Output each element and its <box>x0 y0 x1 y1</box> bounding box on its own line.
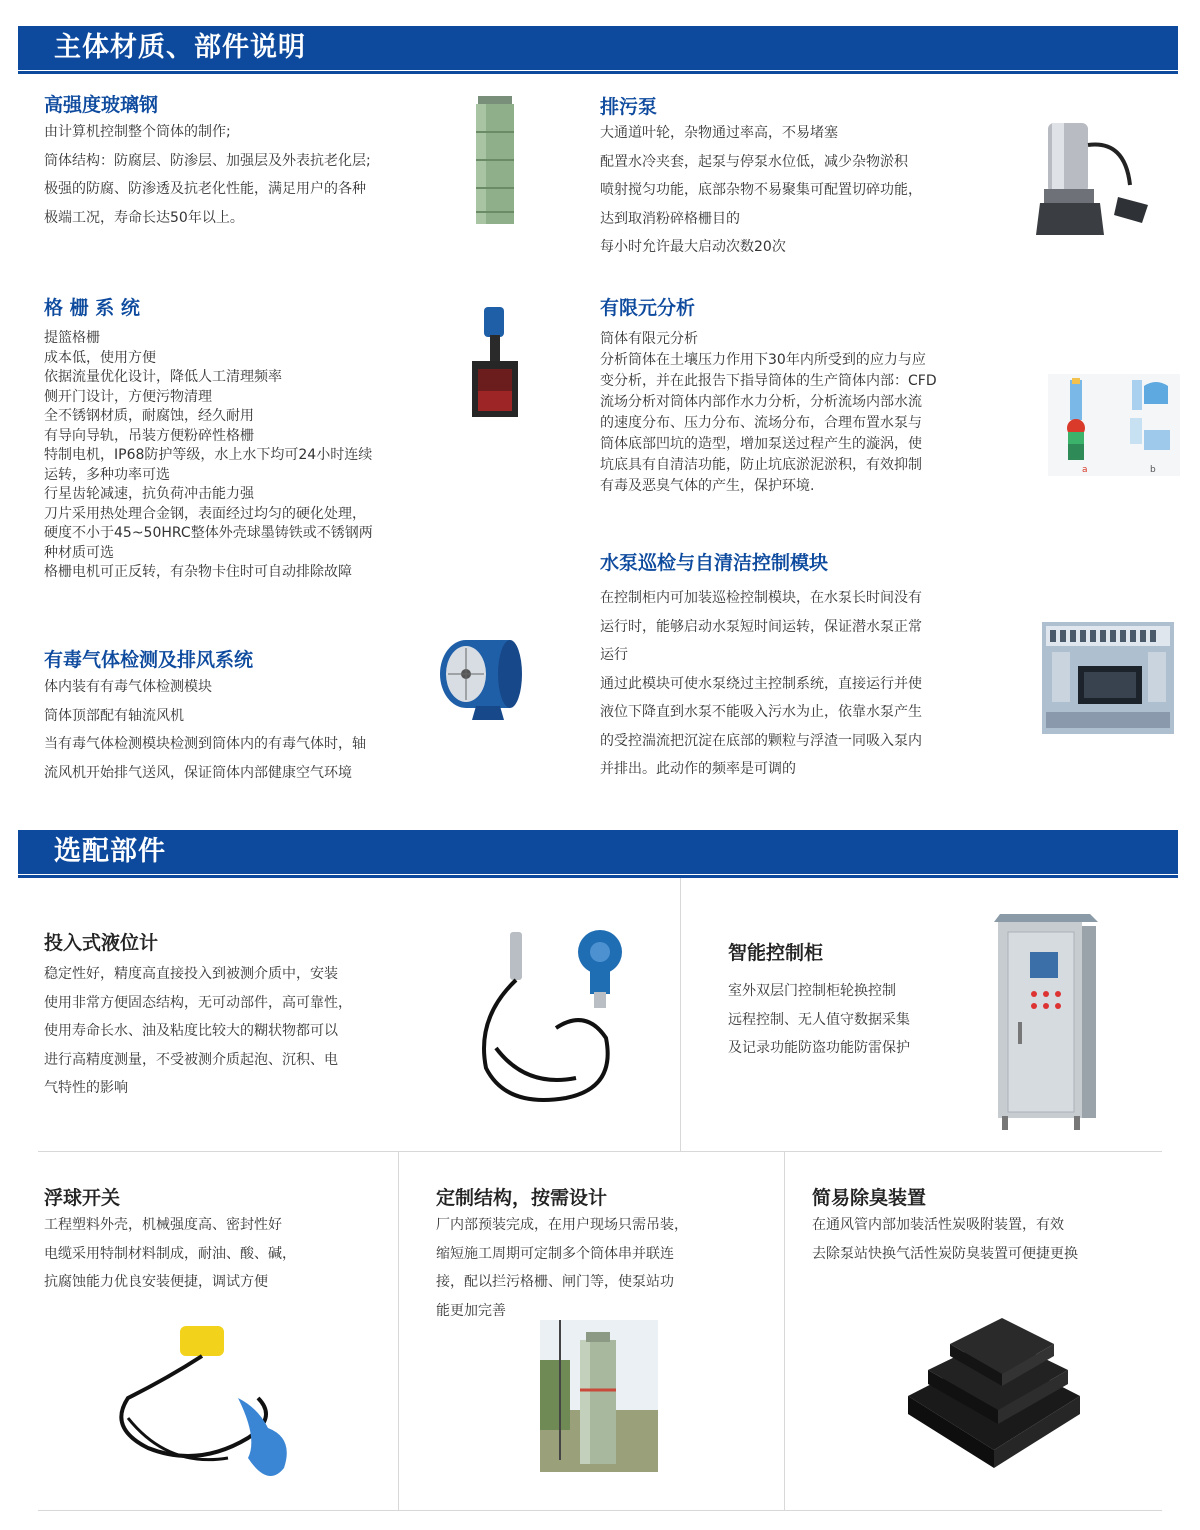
level-line: 使用非常方便固态结构，无可动部件，高可靠性， <box>44 994 352 1011</box>
grille-line: 硬度不小于45~50HRC整体外壳球墨铸铁或不锈钢两 <box>44 525 373 541</box>
fea-line: 分析筒体在土壤压力作用下30年内所受到的应力与应 <box>600 352 926 368</box>
section-title-deodorizer: 简易除臭装置 <box>812 1187 927 1209</box>
pump-line: 达到取消粉碎格栅目的 <box>600 210 740 227</box>
grille-line: 依据流量优化设计，降低人工清理频率 <box>44 369 282 385</box>
patrol-line: 运行 <box>600 647 628 663</box>
grille-line: 特制电机，IP68防护等级，水上水下均可24小时连续 <box>44 447 373 463</box>
fea-line: 有毒及恶臭气体的产生，保护环境. <box>600 478 815 494</box>
gas-line: 流风机开始排气送风，保证筒体内部健康空气环境 <box>44 764 352 781</box>
fea-line: 坑底具有自清洁功能，防止坑底淤泥淤积，有效抑制 <box>600 457 922 473</box>
section-title-custom-structure: 定制结构，按需设计 <box>436 1187 608 1209</box>
grille-line: 行星齿轮减速，抗负荷冲击能力强 <box>44 486 254 502</box>
grille-line: 运转，多种功率可选 <box>44 466 170 483</box>
grid-divider-vertical-top <box>680 878 681 1151</box>
grid-divider-horizontal-bottom <box>38 1510 1162 1511</box>
section-title-fea: 有限元分析 <box>600 297 696 319</box>
patrol-line: 运行时，能够启动水泵短时间运转，保证潜水泵正常 <box>600 618 922 635</box>
section-header-main-materials: 主体材质、部件说明 <box>18 26 1178 70</box>
frp-line: 极端工况，寿命长达50年以上。 <box>44 209 244 226</box>
grille-line: 提篮格栅 <box>44 330 100 346</box>
fea-line: 变分析，并在此报告下指导筒体的生产筒体内部：CFD <box>600 373 937 389</box>
gas-line: 体内装有有毒气体检测模块 <box>44 679 212 695</box>
grid-divider-vertical-right <box>784 1152 785 1510</box>
cabinet-line: 及记录功能防盗功能防雷保护 <box>728 1040 910 1056</box>
patrol-line: 并排出。此动作的频率是可调的 <box>600 761 796 777</box>
grille-line: 种材质可选 <box>44 544 114 561</box>
level-line: 使用寿命长水、油及粘度比较大的糊状物都可以 <box>44 1023 338 1039</box>
float-description <box>44 1211 296 1297</box>
patrol-line: 液位下降直到水泵不能吸入污水为止，依靠水泵产生 <box>600 704 922 720</box>
float-line: 工程塑料外壳，机械强度高、密封性好 <box>44 1217 282 1233</box>
level-description <box>44 960 352 1103</box>
section-title-pump: 排污泵 <box>600 96 658 118</box>
custom-line: 缩短施工周期可定制多个筒体串并联连 <box>436 1245 674 1262</box>
float-line: 抗腐蚀能力优良安装便捷，调试方便 <box>44 1274 268 1290</box>
level-line: 稳定性好，精度高直接投入到被测介质中，安装 <box>44 966 338 982</box>
grille-machine-image <box>466 305 526 425</box>
fea-line: 筒体有限元分析 <box>600 331 698 347</box>
gas-line: 当有毒气体检测模块检测到筒体内的有毒气体时，轴 <box>44 736 366 752</box>
deodor-line: 在通风管内部加装活性炭吸附装置，有效 <box>812 1217 1064 1233</box>
pump-line: 大通道叶轮，杂物通过率高，不易堵塞 <box>600 125 838 141</box>
section-title-gas-detection: 有毒气体检测及排风系统 <box>44 649 254 671</box>
float-switch-image <box>108 1318 308 1498</box>
frp-line: 极强的防腐、防渗透及抗老化性能，满足用户的各种 <box>44 181 366 197</box>
patrol-line: 在控制柜内可加装巡检控制模块，在水泵长时间没有 <box>600 590 922 606</box>
fea-line: 的速度分布、压力分布、流场分布，合理布置水泵与 <box>600 415 922 431</box>
grille-line: 有导向导轨，吊装方便粉碎性格栅 <box>44 427 254 444</box>
pump-line: 喷射搅匀功能，底部杂物不易聚集可配置切碎功能， <box>600 182 922 198</box>
pump-description <box>600 119 922 262</box>
frp-description <box>44 118 371 232</box>
custom-line: 接，配以拦污格栅、闸门等，使泵站功 <box>436 1274 674 1290</box>
fea-cfd-image <box>1048 374 1180 476</box>
gas-description <box>44 673 366 787</box>
fea-line: 筒体底部凹坑的造型，增加泵送过程产生的漩涡，使 <box>600 436 922 452</box>
deodor-line: 去除泵站快换气活性炭防臭装置可便捷更换 <box>812 1245 1078 1262</box>
patrol-line: 的受控湍流把沉淀在底部的颗粒与浮渣一同吸入泵内 <box>600 732 922 749</box>
section-title-level-gauge: 投入式液位计 <box>44 932 159 954</box>
deodor-description <box>812 1211 1078 1268</box>
frp-line: 筒体结构：防腐层、防渗层、加强层及外表抗老化层; <box>44 152 371 169</box>
float-line: 电缆采用特制材料制成，耐油、酸、碱， <box>44 1245 296 1262</box>
grille-line: 全不锈钢材质，耐腐蚀，经久耐用 <box>44 408 254 424</box>
section-header-optional-parts: 选配部件 <box>18 830 1178 874</box>
axial-fan-image <box>436 634 528 722</box>
cabinet-description <box>728 977 910 1063</box>
fea-image-label-a: a <box>1082 465 1088 475</box>
section-title-float-switch: 浮球开关 <box>44 1187 121 1209</box>
cabinet-line: 室外双层门控制柜轮换控制 <box>728 983 896 999</box>
grille-line: 侧开门设计，方便污物清理 <box>44 388 212 405</box>
fea-image-label-b: b <box>1150 465 1156 475</box>
patrol-line: 通过此模块可使水泵绕过主控制系统，直接运行并使 <box>600 675 922 692</box>
grille-description <box>44 329 373 583</box>
section-title-grille: 格 栅 系 统 <box>44 297 140 319</box>
sewage-pump-image <box>1030 115 1160 245</box>
section-title-control-cabinet: 智能控制柜 <box>728 942 824 964</box>
custom-line: 能更加完善 <box>436 1302 506 1319</box>
patrol-description <box>600 584 922 784</box>
grille-line: 成本低，使用方便 <box>44 349 156 366</box>
fea-description <box>600 329 937 497</box>
section-title-frp: 高强度玻璃钢 <box>44 94 159 116</box>
fea-line: 流场分析对筒体内部作水力分析，分析流场内部水流 <box>600 394 922 410</box>
installation-site-image <box>540 1320 658 1472</box>
level-line: 进行高精度测量，不受被测介质起泡、沉积、电 <box>44 1051 338 1068</box>
level-gauge-image <box>466 928 646 1118</box>
grid-divider-vertical-left <box>398 1152 399 1510</box>
pump-line: 每小时允许最大启动次数20次 <box>600 239 786 255</box>
frp-tank-image <box>470 92 520 227</box>
activated-carbon-image <box>898 1300 1088 1480</box>
control-module-image <box>1042 622 1174 734</box>
gas-line: 筒体顶部配有轴流风机 <box>44 707 184 724</box>
cabinet-line: 远程控制、无人值守数据采集 <box>728 1011 910 1028</box>
section-title-patrol-module: 水泵巡检与自清洁控制模块 <box>600 552 829 574</box>
grille-line: 格栅电机可正反转，有杂物卡住时可自动排除故障 <box>44 564 352 580</box>
custom-line: 厂内部预装完成，在用户现场只需吊装， <box>436 1217 688 1233</box>
frp-line: 由计算机控制整个筒体的制作; <box>44 124 231 140</box>
control-cabinet-image <box>990 912 1102 1132</box>
grid-divider-horizontal-middle <box>38 1151 1162 1152</box>
pump-line: 配置水冷夹套，起泵与停泵水位低，减少杂物淤积 <box>600 153 908 170</box>
grille-line: 刀片采用热处理合金钢，表面经过均匀的硬化处理， <box>44 505 366 522</box>
custom-description <box>436 1211 688 1325</box>
level-line: 气特性的影响 <box>44 1080 128 1096</box>
